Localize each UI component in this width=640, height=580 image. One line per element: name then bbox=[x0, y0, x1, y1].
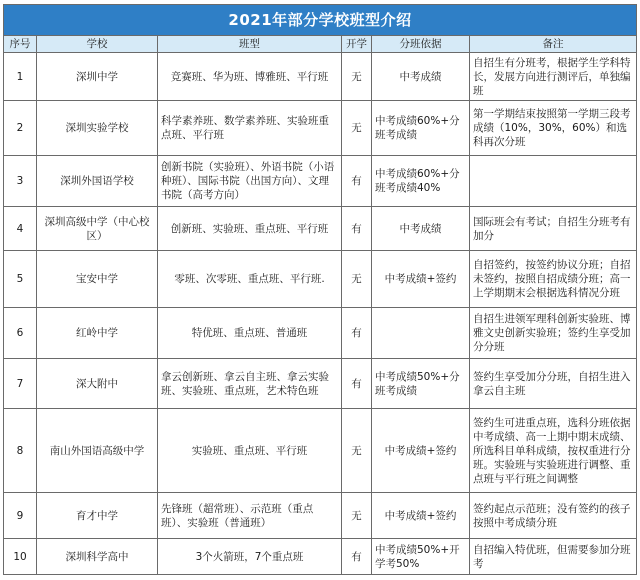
cell-basis: 中考成绩60%+分班考成绩40% bbox=[372, 156, 470, 207]
cell-classes: 先锋班（超常班）、示范班（重点班）、实验班（普通班） bbox=[158, 493, 342, 539]
cell-school: 深圳外国语学校 bbox=[37, 156, 158, 207]
cell-start: 无 bbox=[342, 53, 372, 101]
cell-school: 深圳科学高中 bbox=[37, 539, 158, 575]
cell-basis: 中考成绩+签约 bbox=[372, 409, 470, 493]
cell-no: 4 bbox=[4, 207, 37, 251]
table-row bbox=[4, 156, 637, 207]
table-row bbox=[4, 207, 637, 251]
cell-start: 有 bbox=[342, 359, 372, 409]
cell-classes: 创新书院（实验班）、外语书院（小语种班）、国际书院（出国方向）、文理书院（高考方向） bbox=[158, 156, 342, 207]
table-row bbox=[4, 308, 637, 359]
cell-basis: 中考成绩60%+分班考成绩 bbox=[372, 101, 470, 156]
cell-start: 无 bbox=[342, 409, 372, 493]
cell-no: 3 bbox=[4, 156, 37, 207]
table-row bbox=[4, 53, 637, 101]
cell-classes: 3个火箭班，7个重点班 bbox=[158, 539, 342, 575]
cell-classes: 拿云创新班、拿云自主班、拿云实验班、实验班、重点班，艺术特色班 bbox=[158, 359, 342, 409]
cell-note: 国际班会有考试；自招生分班考有加分 bbox=[470, 207, 637, 251]
column-header-classes: 班型 bbox=[158, 36, 342, 53]
cell-note: 签约生可进重点班，选科分班依据中考成绩、高一上期中期末成绩、所选科目单科成绩，按权重进行分班。实验班与实验班进行调整、重点班与平行班之间调整 bbox=[470, 409, 637, 493]
cell-note: 自招编入特优班，但需要参加分班考 bbox=[470, 539, 637, 575]
cell-school: 南山外国语高级中学 bbox=[37, 409, 158, 493]
cell-basis: 中考成绩50%+开学考50% bbox=[372, 539, 470, 575]
column-header-school: 学校 bbox=[37, 36, 158, 53]
cell-school: 深圳高级中学（中心校区） bbox=[37, 207, 158, 251]
table-row bbox=[4, 359, 637, 409]
cell-classes: 科学素养班、数学素养班、实验班重点班、平行班 bbox=[158, 101, 342, 156]
cell-basis bbox=[372, 308, 470, 359]
cell-classes: 零班、次零班、重点班、平行班. bbox=[158, 251, 342, 308]
cell-no: 7 bbox=[4, 359, 37, 409]
table-row bbox=[4, 251, 637, 308]
cell-no: 9 bbox=[4, 493, 37, 539]
cell-start: 无 bbox=[342, 101, 372, 156]
cell-school: 深圳中学 bbox=[37, 53, 158, 101]
cell-note: 第一学期结束按照第一学期三段考成绩（10%，30%，60%）和选科再次分班 bbox=[470, 101, 637, 156]
cell-no: 8 bbox=[4, 409, 37, 493]
column-header-start: 开学 bbox=[342, 36, 372, 53]
cell-note: 签约起点示范班；没有签约的孩子按照中考成绩分班 bbox=[470, 493, 637, 539]
cell-classes: 实验班、重点班、平行班 bbox=[158, 409, 342, 493]
cell-no: 1 bbox=[4, 53, 37, 101]
cell-start: 无 bbox=[342, 493, 372, 539]
cell-start: 有 bbox=[342, 156, 372, 207]
table-row bbox=[4, 539, 637, 575]
cell-no: 10 bbox=[4, 539, 37, 575]
cell-no: 6 bbox=[4, 308, 37, 359]
table-row bbox=[4, 101, 637, 156]
cell-start: 有 bbox=[342, 308, 372, 359]
table-title: 2021年部分学校班型介绍 bbox=[4, 5, 637, 36]
cell-basis: 中考成绩50%+分班考成绩 bbox=[372, 359, 470, 409]
cell-no: 5 bbox=[4, 251, 37, 308]
table-header-row bbox=[4, 36, 637, 53]
cell-note: 自招生进领军理科创新实验班、博雅文史创新实验班；签约生享受加分分班 bbox=[470, 308, 637, 359]
cell-start: 无 bbox=[342, 251, 372, 308]
table-title-row bbox=[4, 5, 637, 36]
table-row bbox=[4, 493, 637, 539]
cell-no: 2 bbox=[4, 101, 37, 156]
cell-note: 签约生享受加分分班，自招生进入拿云自主班 bbox=[470, 359, 637, 409]
cell-start: 有 bbox=[342, 539, 372, 575]
cell-school: 红岭中学 bbox=[37, 308, 158, 359]
cell-classes: 竞赛班、华为班、博雅班、平行班 bbox=[158, 53, 342, 101]
cell-note: 自招签约，按签约协议分班；自招未签约，按照自招成绩分班；高一上学期期末会根据选科情况分班 bbox=[470, 251, 637, 308]
school-class-table bbox=[3, 4, 637, 575]
cell-school: 宝安中学 bbox=[37, 251, 158, 308]
school-class-table-container bbox=[3, 4, 636, 576]
cell-classes: 特优班、重点班、普通班 bbox=[158, 308, 342, 359]
cell-classes: 创新班、实验班、重点班、平行班 bbox=[158, 207, 342, 251]
cell-basis: 中考成绩+签约 bbox=[372, 251, 470, 308]
cell-start: 有 bbox=[342, 207, 372, 251]
column-header-no: 序号 bbox=[4, 36, 37, 53]
cell-school: 深圳实验学校 bbox=[37, 101, 158, 156]
cell-basis: 中考成绩 bbox=[372, 207, 470, 251]
cell-school: 育才中学 bbox=[37, 493, 158, 539]
column-header-note: 备注 bbox=[470, 36, 637, 53]
cell-basis: 中考成绩 bbox=[372, 53, 470, 101]
cell-note: 自招生有分班考，根据学生学科特长，发展方向进行测评后，单独编班 bbox=[470, 53, 637, 101]
cell-school: 深大附中 bbox=[37, 359, 158, 409]
cell-note bbox=[470, 156, 637, 207]
table-row bbox=[4, 409, 637, 493]
cell-basis: 中考成绩+签约 bbox=[372, 493, 470, 539]
column-header-basis: 分班依据 bbox=[372, 36, 470, 53]
